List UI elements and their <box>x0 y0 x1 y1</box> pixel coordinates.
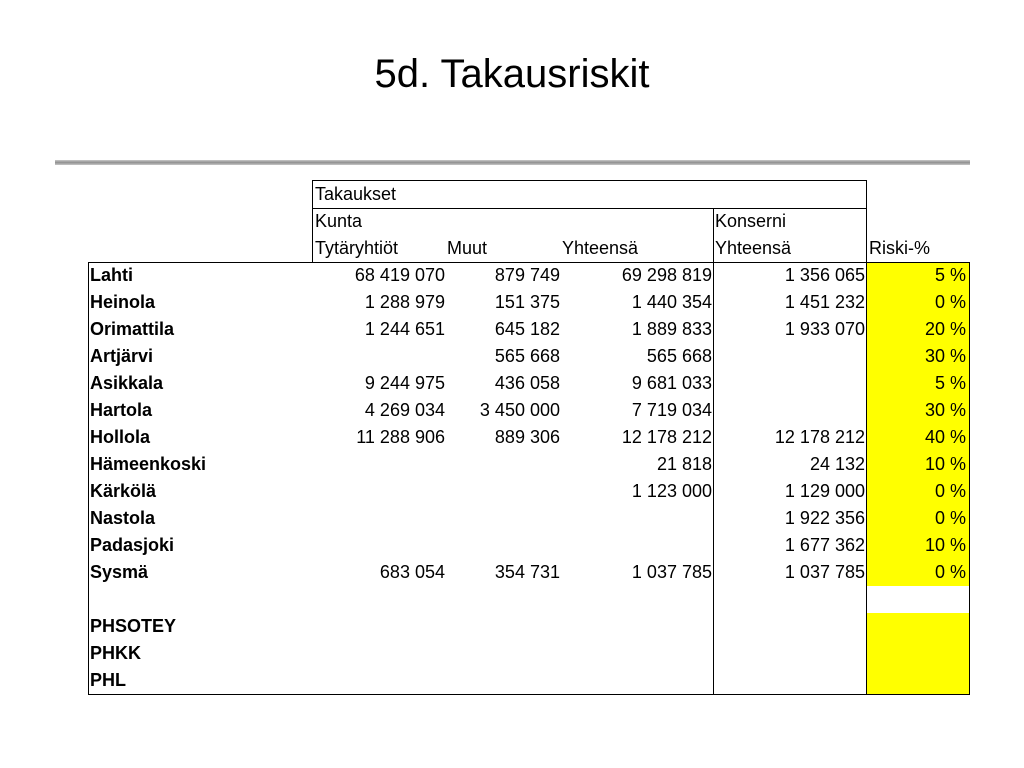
cell-konserni: 1 933 070 <box>784 319 865 339</box>
row-name: Nastola <box>90 508 156 528</box>
cell-muut: 354 731 <box>494 562 560 582</box>
cell-yhteensa: 9 681 033 <box>631 373 712 393</box>
cell-yhteensa: 7 719 034 <box>631 400 712 420</box>
cell-riski <box>868 667 966 694</box>
cell-muut <box>447 613 560 640</box>
header-takaukset: Takaukset <box>315 184 397 204</box>
cell-yhteensa <box>562 640 712 667</box>
cell-muut <box>447 505 560 532</box>
cell-konserni: 24 132 <box>809 454 865 474</box>
cell-konserni: 1 129 000 <box>784 481 865 501</box>
row-name: Asikkala <box>90 373 164 393</box>
cell-tytaryhtiot <box>312 667 445 694</box>
cell-riski: 0 % <box>934 562 966 582</box>
row-name: Orimattila <box>90 319 175 339</box>
cell-tytaryhtiot <box>312 586 445 613</box>
header-riski: Riski-% <box>869 238 930 258</box>
cell-riski: 5 % <box>934 373 966 393</box>
cell-muut: 151 375 <box>494 292 560 312</box>
cell-muut <box>447 478 560 505</box>
cell-riski: 30 % <box>924 400 966 420</box>
row-name: Hartola <box>90 400 153 420</box>
row-name: Hollola <box>90 427 151 447</box>
cell-tytaryhtiot <box>312 451 445 478</box>
cell-tytaryhtiot: 9 244 975 <box>364 373 445 393</box>
cell-riski: 40 % <box>924 427 966 447</box>
header-muut: Muut <box>447 238 488 258</box>
cell-riski: 10 % <box>924 535 966 555</box>
table-border <box>312 180 867 181</box>
row-name: Sysmä <box>90 562 149 582</box>
header-kunta: Kunta <box>315 211 363 231</box>
row-name: Hämeenkoski <box>90 454 207 474</box>
cell-muut: 879 749 <box>494 265 560 285</box>
cell-konserni <box>715 667 865 694</box>
cell-yhteensa <box>562 505 712 532</box>
cell-konserni <box>715 343 865 370</box>
row-name <box>90 586 310 613</box>
cell-riski: 0 % <box>934 508 966 528</box>
cell-riski <box>868 640 966 667</box>
cell-muut: 3 450 000 <box>479 400 560 420</box>
cell-muut <box>447 667 560 694</box>
cell-yhteensa: 1 037 785 <box>631 562 712 582</box>
table-border <box>88 262 89 694</box>
cell-tytaryhtiot: 1 288 979 <box>364 292 445 312</box>
row-name: PHKK <box>90 643 142 663</box>
cell-konserni: 1 677 362 <box>784 535 865 555</box>
header-konserni-yhteensa: Yhteensä <box>715 238 792 258</box>
cell-muut <box>447 532 560 559</box>
cell-yhteensa: 1 889 833 <box>631 319 712 339</box>
table-border <box>312 180 313 262</box>
cell-yhteensa: 12 178 212 <box>621 427 712 447</box>
cell-riski: 5 % <box>934 265 966 285</box>
cell-tytaryhtiot <box>312 640 445 667</box>
table-border <box>88 694 970 695</box>
cell-konserni: 1 356 065 <box>784 265 865 285</box>
table-border <box>88 262 970 263</box>
cell-yhteensa: 1 123 000 <box>631 481 712 501</box>
table-border <box>312 208 867 209</box>
cell-yhteensa <box>562 532 712 559</box>
cell-yhteensa: 1 440 354 <box>631 292 712 312</box>
table-border <box>713 262 714 694</box>
cell-yhteensa <box>562 667 712 694</box>
cell-muut: 645 182 <box>494 319 560 339</box>
cell-muut: 436 058 <box>494 373 560 393</box>
table-border <box>969 262 970 694</box>
cell-yhteensa: 69 298 819 <box>621 265 712 285</box>
cell-konserni <box>715 397 865 424</box>
cell-muut: 889 306 <box>494 427 560 447</box>
cell-konserni <box>715 613 865 640</box>
cell-riski: 30 % <box>924 346 966 366</box>
cell-muut <box>447 451 560 478</box>
cell-tytaryhtiot: 68 419 070 <box>354 265 445 285</box>
cell-yhteensa: 565 668 <box>646 346 712 366</box>
cell-tytaryhtiot: 1 244 651 <box>364 319 445 339</box>
cell-konserni: 1 451 232 <box>784 292 865 312</box>
cell-konserni <box>715 370 865 397</box>
cell-riski: 0 % <box>934 481 966 501</box>
cell-riski <box>868 613 966 640</box>
cell-tytaryhtiot <box>312 532 445 559</box>
cell-konserni <box>715 586 865 613</box>
cell-muut <box>447 640 560 667</box>
cell-riski: 10 % <box>924 454 966 474</box>
row-name: Lahti <box>90 265 133 285</box>
cell-konserni <box>715 640 865 667</box>
cell-yhteensa <box>562 613 712 640</box>
row-name: Kärkölä <box>90 481 157 501</box>
cell-riski <box>868 586 966 613</box>
row-name: PHL <box>90 670 126 690</box>
slide-title: 5d. Takausriskit <box>374 52 650 96</box>
row-name: Padasjoki <box>90 535 175 555</box>
cell-tytaryhtiot <box>312 613 445 640</box>
row-name: Heinola <box>90 292 156 312</box>
cell-konserni: 1 922 356 <box>784 508 865 528</box>
table-border <box>866 180 867 262</box>
header-konserni: Konserni <box>715 211 787 231</box>
cell-riski: 20 % <box>924 319 966 339</box>
cell-tytaryhtiot <box>312 478 445 505</box>
row-name: Artjärvi <box>90 346 154 366</box>
header-yhteensa: Yhteensä <box>562 238 639 258</box>
cell-tytaryhtiot: 683 054 <box>379 562 445 582</box>
cell-yhteensa: 21 818 <box>656 454 712 474</box>
cell-muut: 565 668 <box>494 346 560 366</box>
row-name: PHSOTEY <box>90 616 177 636</box>
header-tytaryhtiot: Tytäryhtiöt <box>315 238 399 258</box>
cell-yhteensa <box>562 586 712 613</box>
cell-muut <box>447 586 560 613</box>
table-border <box>866 262 867 694</box>
cell-riski: 0 % <box>934 292 966 312</box>
cell-konserni: 12 178 212 <box>774 427 865 447</box>
table-border <box>713 208 714 262</box>
cell-tytaryhtiot <box>312 343 445 370</box>
cell-tytaryhtiot <box>312 505 445 532</box>
cell-konserni: 1 037 785 <box>784 562 865 582</box>
cell-tytaryhtiot: 4 269 034 <box>364 400 445 420</box>
cell-tytaryhtiot: 11 288 906 <box>356 427 445 447</box>
